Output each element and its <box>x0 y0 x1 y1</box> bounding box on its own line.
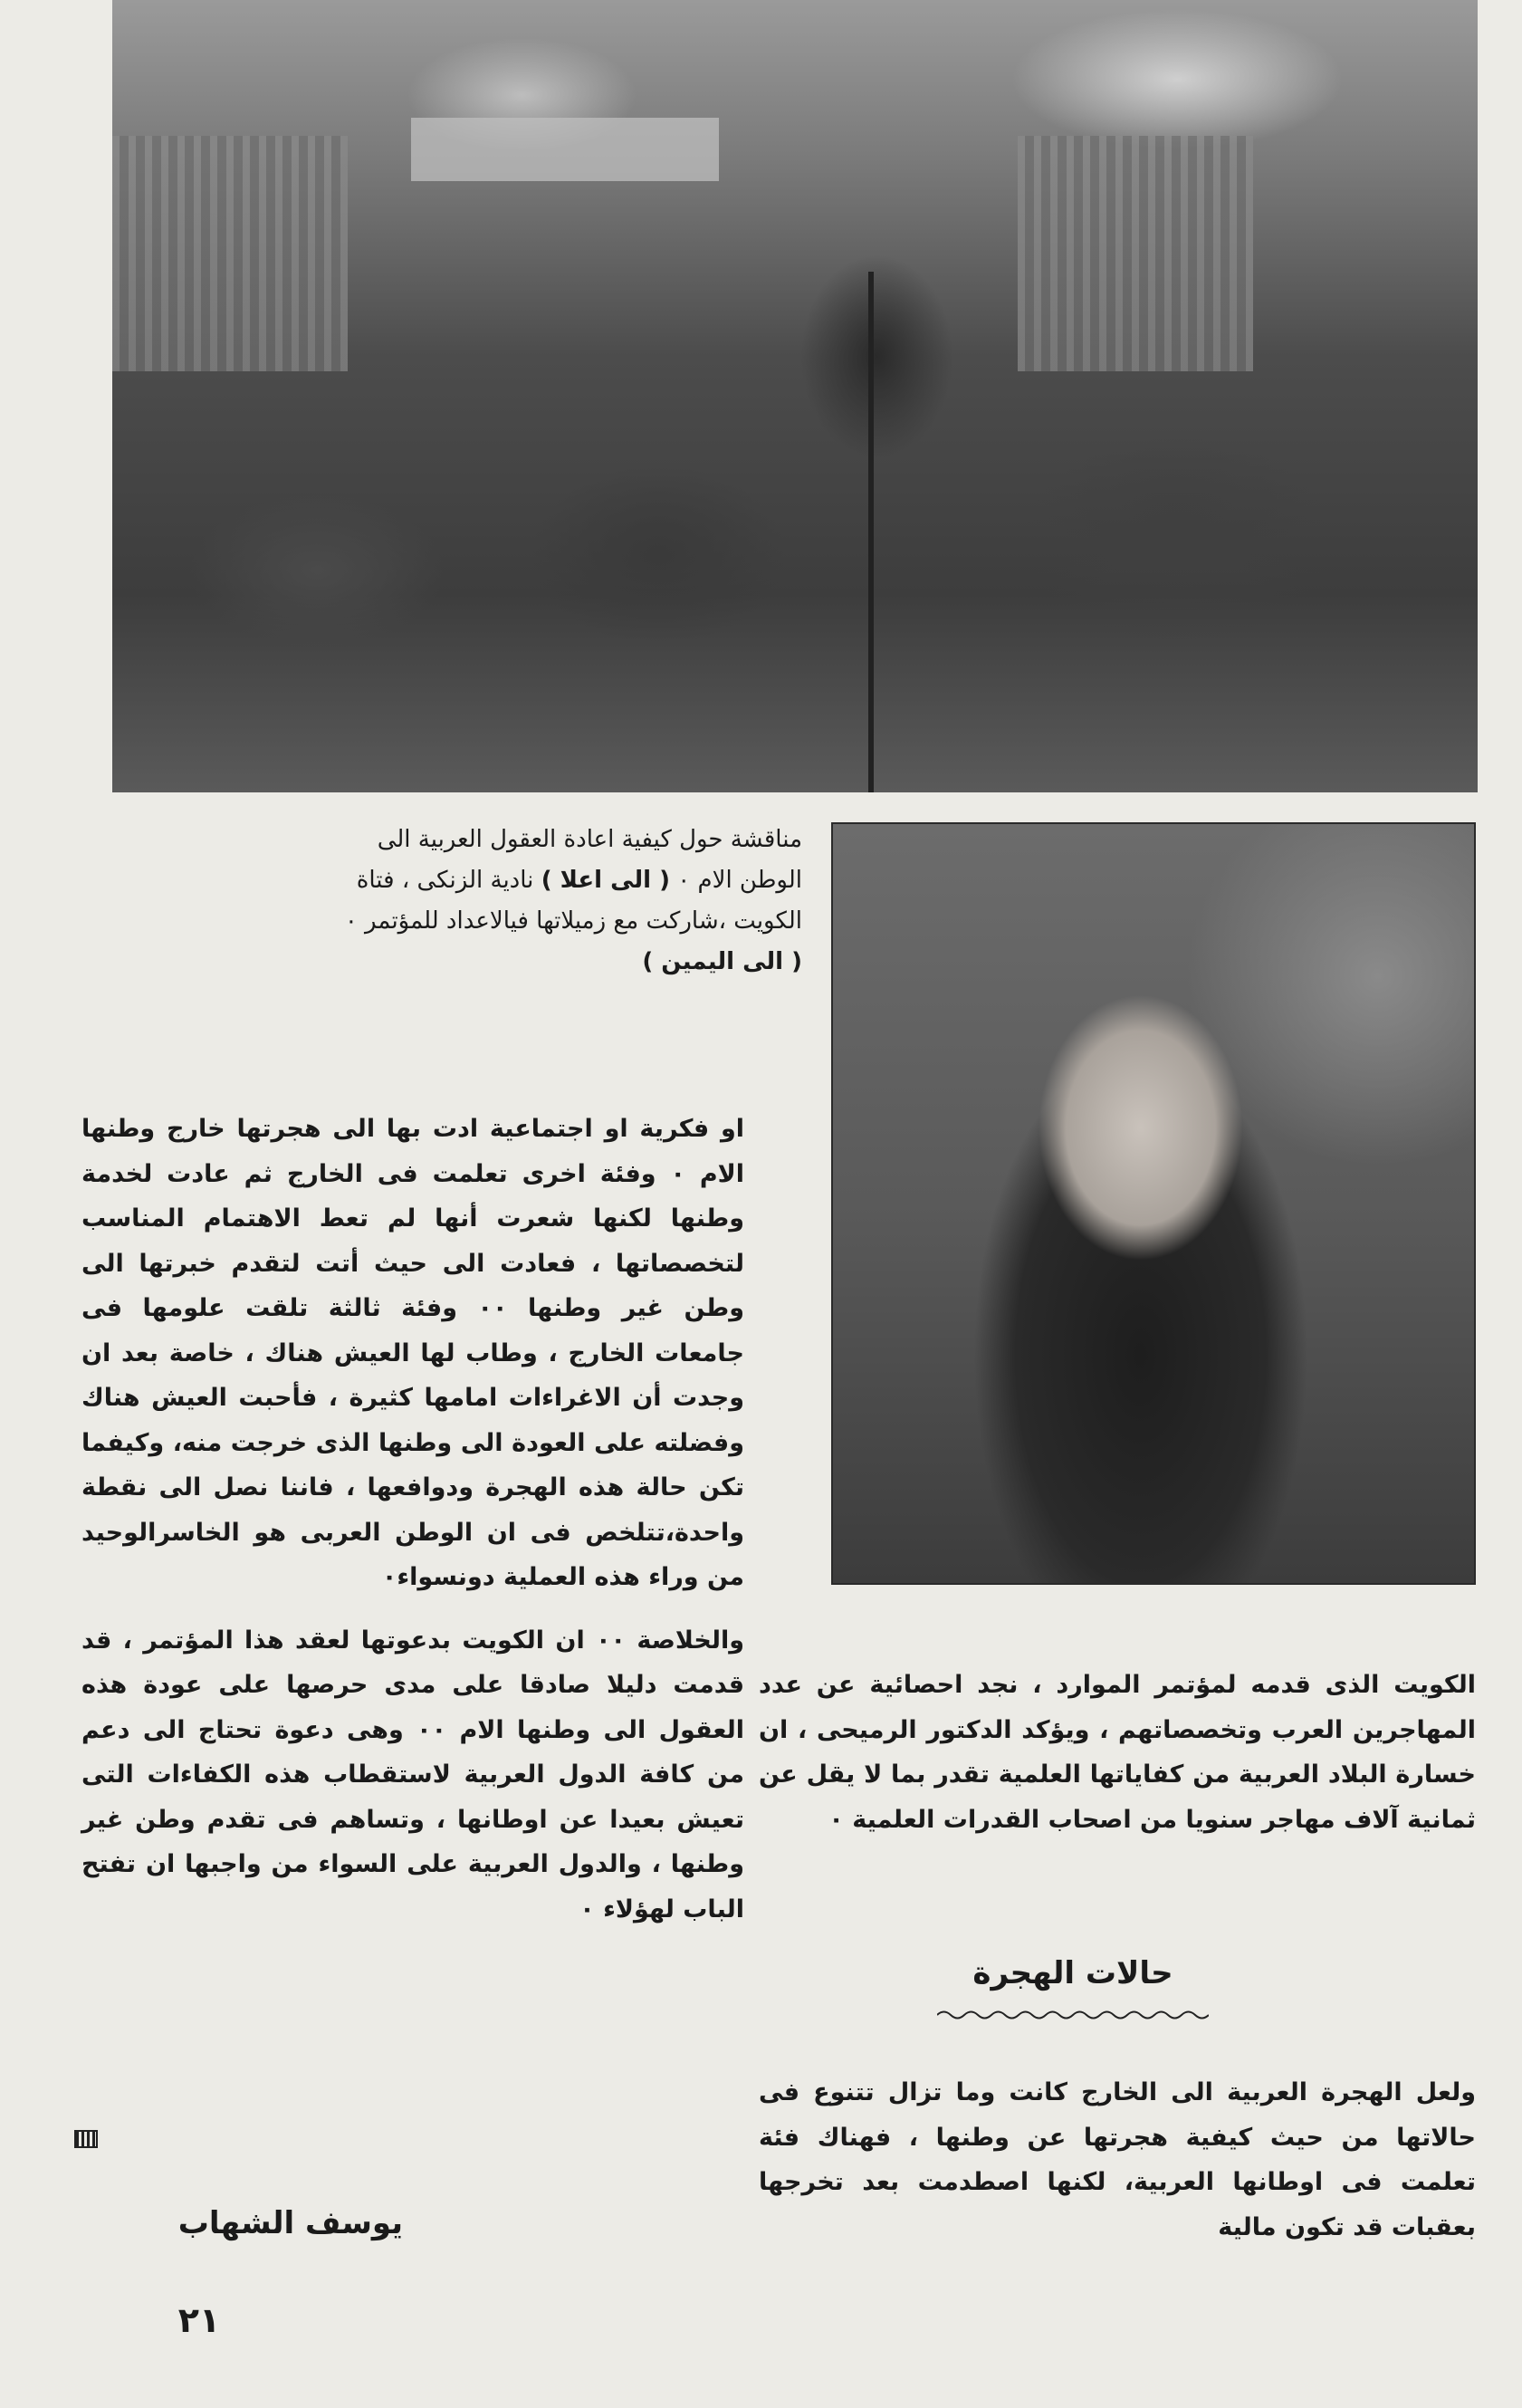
caption-line-2-b: نادية الزنكى ، فتاة <box>356 867 541 894</box>
left-column <box>81 1107 744 1932</box>
microphone-stand <box>868 272 874 792</box>
author-name: يوسف الشهاب <box>177 2205 403 2241</box>
caption-line-2 <box>129 860 802 901</box>
conference-banner <box>411 118 719 181</box>
caption-line-1: مناقشة حول كيفية اعادة العقول العربية الى <box>377 826 802 853</box>
page-number: ٢١ <box>177 2300 221 2340</box>
caption-line-2-bold: ( الى اعلا ) <box>541 867 671 894</box>
right-column-bottom <box>759 2070 1476 2250</box>
left-paragraph-1: او فكرية او اجتماعية ادت بها الى هجرتها خارج وطنها الام ٠ وفئة اخرى تعلمت فى الخارج ثم عادت لخدمة وطنها لكنها شعرت أنها لم تعط الاهتمام المناسب لتخصصاتها ، فعادت الى حيث أتت لتقدم خبرتها الى وطن غير وطنها ٠٠ وفئة ثالثة تلقت علومها فى جامعات الخارج ، وطاب لها العيش هناك ، خاصة بعد ان وجدت أن الاغراءات امامها كثيرة ، فأحبت العيش هناك وفضلته على العودة الى وطنها الذى خرجت منه، وكيفما تكن حالة هذه الهجرة ودوافعها ، فاننا نصل الى نقطة واحدة،تتلخص فى ان الوطن العربى هو الخاسرالوحيد من وراء هذه العملية دونسواء٠ <box>81 1115 744 1591</box>
caption-line-4: ( الى اليمين ) <box>642 948 802 975</box>
curtain-right <box>1018 136 1253 371</box>
photo-caption <box>129 820 802 983</box>
wavy-underline-icon <box>937 2007 1209 2023</box>
caption-line-2-a: الوطن الام ٠ <box>670 867 802 894</box>
left-paragraph-2: والخلاصة ٠٠ ان الكويت بدعوتها لعقد هذا المؤتمر ، قد قدمت دليلا صادقا على مدى حرصها على عودة هذه العقول الى وطنها الام ٠٠ وهى دعوة تحتاج الى دعم من كافة الدول العربية لاستقطاب هذه الكفاءات التى تعيش بعيدا عن اوطانها ، وتساهم فى تقدم وطن غير وطنها ، والدول العربية على السواء من واجبها ان تفتح الباب لهؤلاء ٠ <box>81 1626 745 1924</box>
conference-photo <box>112 0 1478 792</box>
curtain-left <box>112 136 348 371</box>
portrait-photo <box>831 822 1476 1585</box>
right-paragraph-bottom: ولعل الهجرة العربية الى الخارج كانت وما تزال تتنوع فى حالاتها من حيث كيفية هجرتها عن وطنها ، فهناك فئة تعلمت فى اوطانها العربية، لكنها اصطدمت بعد تخرجها بعقبات قد تكون مالية <box>759 2078 1476 2241</box>
end-mark-icon <box>74 2130 98 2148</box>
caption-line-3: الكويت ،شاركت مع زميلاتها فيالاعداد للمؤتمر ٠ <box>344 907 802 935</box>
right-column-top <box>759 1663 1476 1842</box>
right-paragraph-top: الكويت الذى قدمه لمؤتمر الموارد ، نجد احصائية عن عدد المهاجرين العرب وتخصصاتهم ، ويؤكد الدكتور الرميحى ، ان خسارة البلاد العربية من كفاياتها العلمية تقدر بما لا يقل عن ثمانية آلاف مهاجر سنويا من اصحاب القدرات العلمية ٠ <box>759 1671 1476 1834</box>
section-heading: حالات الهجرة <box>972 1955 1173 1991</box>
